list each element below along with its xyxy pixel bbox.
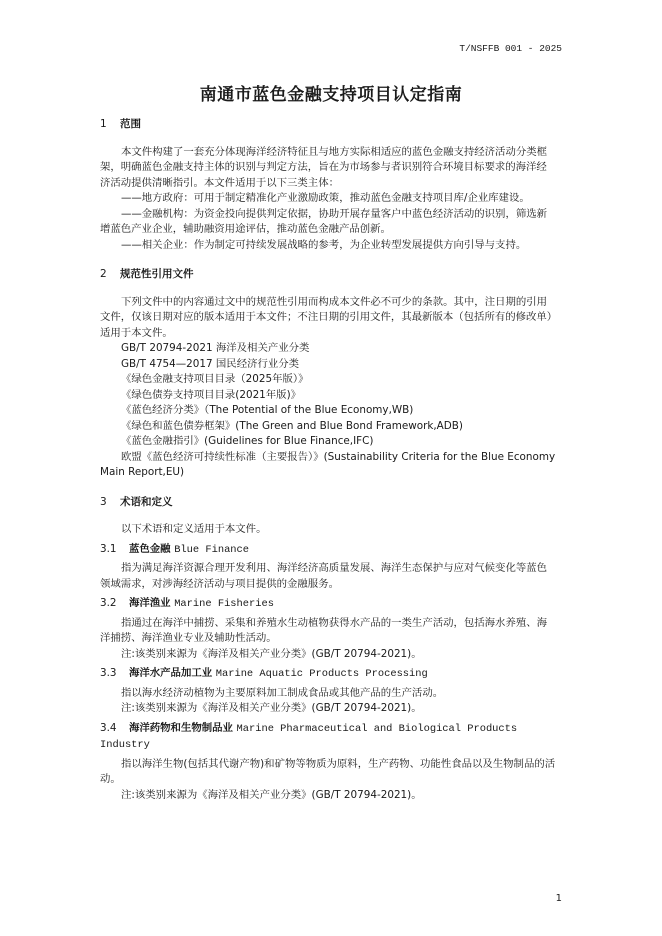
- term-heading: [100, 721, 556, 754]
- reference-item: 《绿色债券支持项目目录(2021年版)》: [121, 388, 302, 401]
- term-cn: 海洋药物和生物制品业: [129, 721, 233, 734]
- paragraph: ——相关企业：作为制定可持续发展战略的参考，为企业转型发展提供方向引导与支持。: [121, 238, 527, 251]
- term-definition: 指通过在海洋中捕捞、采集和养殖水生动植物获得水产品的一类生产活动，包括海水养殖、海洋捕捞、海洋渔业专业及辅助性活动。: [100, 616, 548, 644]
- term-number: 3.4: [100, 721, 117, 734]
- section-title: 术语和定义: [120, 495, 173, 508]
- paragraph: 本文件构建了一套充分体现海洋经济特征且与地方实际相适应的蓝色金融支持经济活动分类框架，明确蓝色金融支持主体的识别与判定方法，旨在为市场参与者识别符合环境目标要求的海洋经济活动提供清晰指引。本文件适用于以下三类主体：: [100, 145, 548, 189]
- reference-item: 《蓝色金融指引》(Guidelines for Blue Finance,IFC): [121, 435, 374, 447]
- section-3-heading: [100, 495, 556, 511]
- term-definition: 指为满足海洋资源合理开发利用、海洋经济高质量发展、海洋生态保护与应对气候变化等蓝色领域需求，对涉海经济活动与项目提供的金融服务。: [100, 562, 548, 590]
- paragraph: 以下术语和定义适用于本文件。: [121, 523, 267, 535]
- reference-item: 《绿色和蓝色债券框架》(The Green and Blue Bond Framework,ADB): [121, 419, 463, 432]
- paragraph: 下列文件中的内容通过文中的规范性引用而构成本文件必不可少的条款。其中，注日期的引用文件，仅该日期对应的版本适用于本文件；不注日期的引用文件，其最新版本（包括所有的修改单）适用于本文件。: [100, 295, 552, 339]
- document-code: T/NSFFB 001 - 2025: [459, 43, 562, 54]
- section-number: 3: [100, 495, 107, 508]
- reference-item: 《蓝色经济分类》（The Potential of the Blue Economy,WB): [121, 404, 414, 416]
- term-en: Blue Finance: [174, 543, 250, 556]
- term-number: 3.1: [100, 542, 117, 555]
- section-number: 1: [100, 118, 107, 130]
- section-number: 2: [100, 268, 107, 280]
- page-number: 1: [555, 893, 562, 904]
- term-heading: [100, 596, 556, 613]
- term-en: Marine Pharmaceutical and Biological Products Industry: [100, 722, 518, 751]
- term-definition: 指以海洋生物(包括其代谢产物)和矿物等物质为原料，生产药物、功能性食品以及生物制品的活动。: [100, 757, 556, 785]
- term-definition: 指以海水经济动植物为主要原料加工制成食品或其他产品的生产活动。: [121, 686, 444, 699]
- term-note: 注:该类别来源为《海洋及相关产业分类》(GB/T 20794-2021)。: [121, 647, 422, 660]
- section-2-heading: [100, 267, 556, 283]
- section-title: 范围: [120, 118, 141, 130]
- page-title: 南通市蓝色金融支持项目认定指南: [199, 85, 463, 105]
- term-en: Marine Aquatic Products Processing: [215, 668, 428, 680]
- term-heading: [100, 666, 556, 683]
- term-heading: [100, 542, 556, 559]
- section-title: 规范性引用文件: [120, 268, 194, 280]
- term-note: 注:该类别来源为《海洋及相关产业分类》(GB/T 20794-2021)。: [121, 788, 422, 801]
- document-body: [100, 117, 556, 803]
- paragraph: ——地方政府：可用于制定精准化产业激励政策，推动蓝色金融支持项目库/企业库建设。: [121, 192, 530, 204]
- term-en: Marine Fisheries: [174, 598, 274, 610]
- reference-item: GB/T 20794-2021 海洋及相关产业分类: [121, 342, 310, 354]
- reference-item: GB/T 4754—2017 国民经济行业分类: [121, 357, 300, 370]
- reference-item: 欧盟《蓝色经济可持续性标准（主要报告）》(Sustainability Criteria for the Blue Economy Main Report,EU): [100, 450, 556, 478]
- section-1-heading: [100, 117, 556, 133]
- term-number: 3.2: [100, 597, 117, 609]
- term-cn: 海洋水产品加工业: [129, 667, 213, 679]
- reference-item: 《绿色金融支持项目目录（2025年版）》: [121, 373, 309, 385]
- term-note: 注:该类别来源为《海洋及相关产业分类》(GB/T 20794-2021)。: [121, 702, 422, 714]
- term-number: 3.3: [100, 667, 117, 679]
- term-cn: 蓝色金融: [129, 542, 171, 555]
- paragraph: ——金融机构：为资金投向提供判定依据，协助开展存量客户中蓝色经济活动的识别，筛选新增蓝色产业企业，辅助融资用途评估，推动蓝色金融产品创新。: [100, 207, 548, 235]
- term-cn: 海洋渔业: [129, 597, 171, 609]
